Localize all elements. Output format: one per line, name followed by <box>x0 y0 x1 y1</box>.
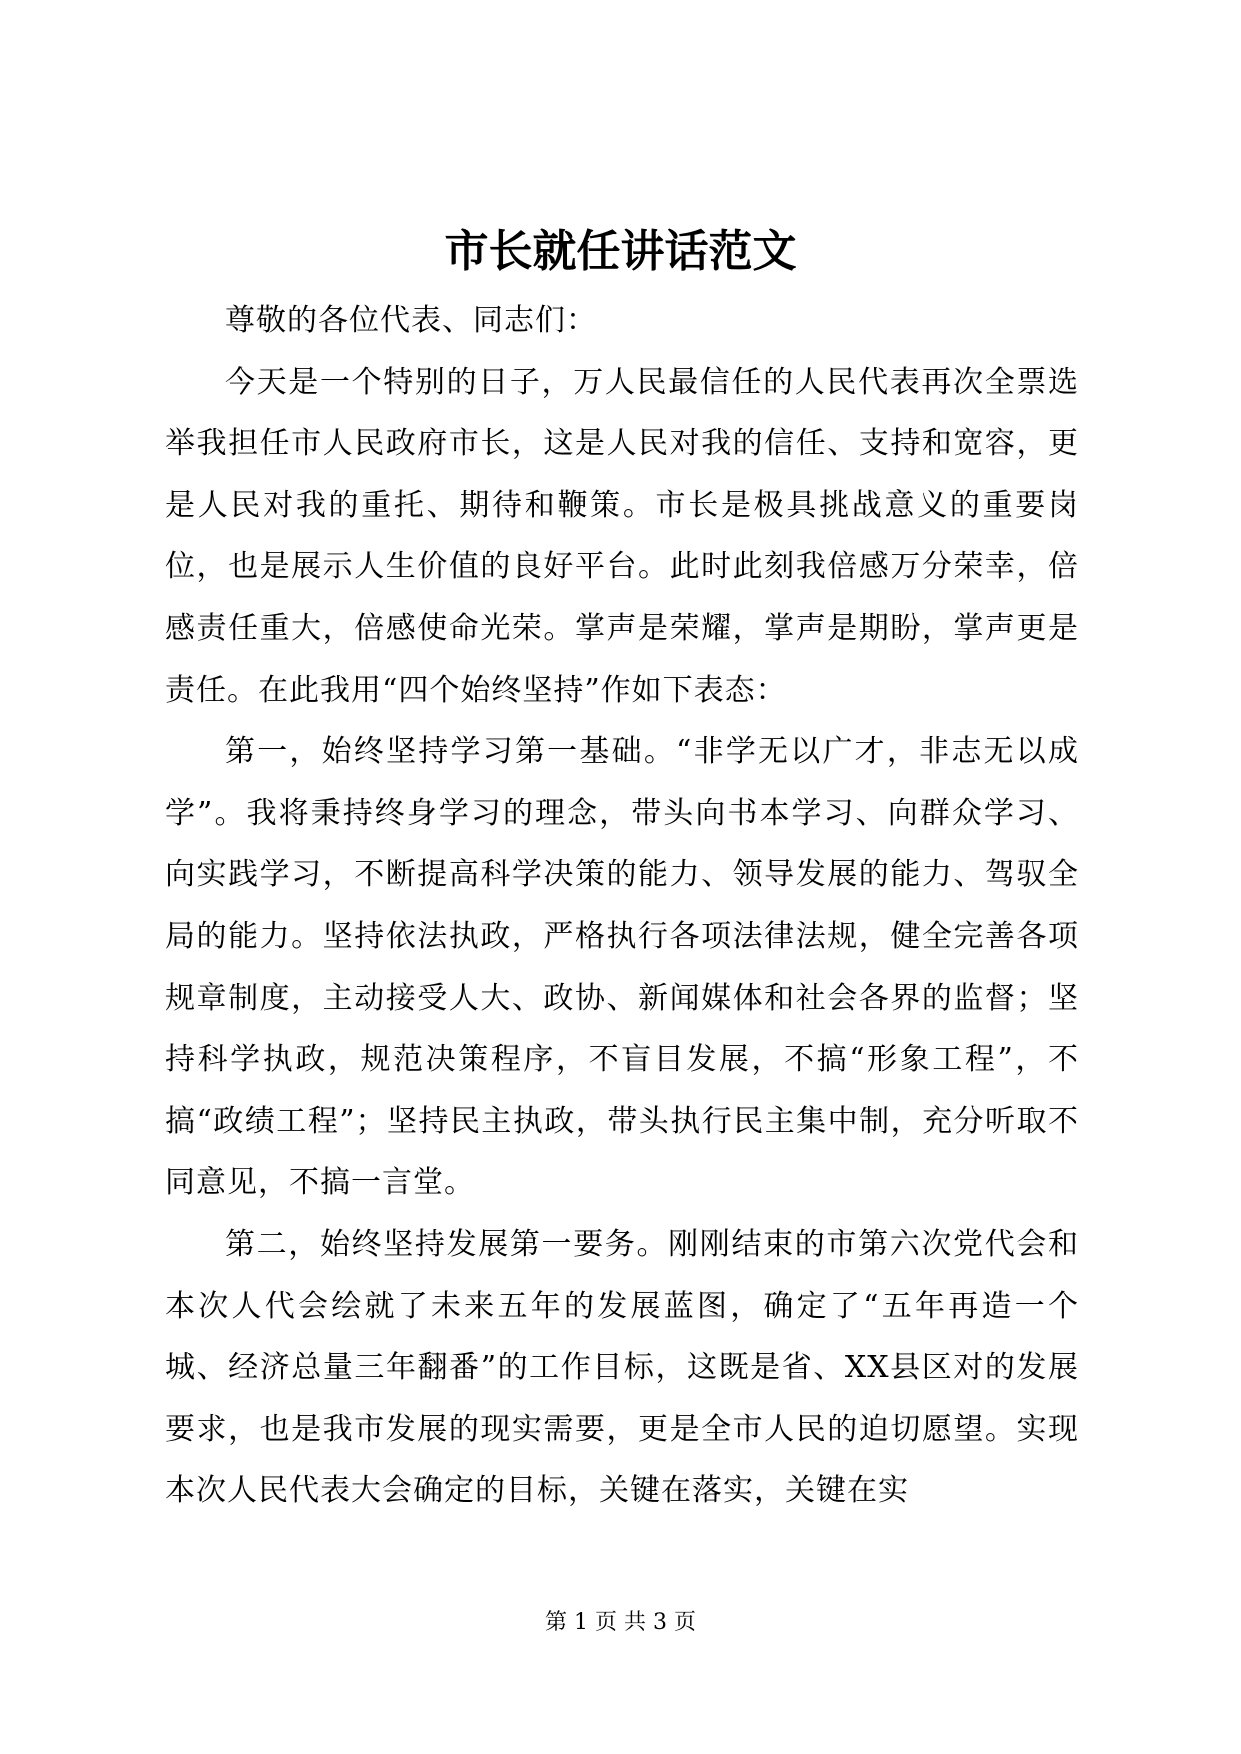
paragraph-first-point: 第一，始终坚持学习第一基础。“非学无以广才，非志无以成学”。我将秉持终身学习的理念，带头向书本学习、向群众学习、向实践学习，不断提高科学决策的能力、领导发展的能力、驾驭全局的能力。坚持依法执政，严格执行各项法律法规，健全完善各项规章制度，主动接受人大、政协、新闻媒体和社会各界的监督；坚持科学执政，规范决策程序，不盲目发展，不搞“形象工程”，不搞“政绩工程”；坚持民主执政，带头执行民主集中制，充分听取不同意见，不搞一言堂。 <box>165 734 1079 1201</box>
document-body <box>165 290 1079 1522</box>
page-number-footer: 第 1 页 共 3 页 <box>545 1610 696 1635</box>
paragraph-salutation: 尊敬的各位代表、同志们： <box>225 303 597 338</box>
document-title: 市长就任讲话范文 <box>444 226 797 277</box>
paragraph-intro: 今天是一个特别的日子，万人民最信任的人民代表再次全票选举我担任市人民政府市长，这是人民对我的信任、支持和宽容，更是人民对我的重托、期待和鞭策。市长是极具挑战意义的重要岗位，也是展示人生价值的良好平台。此时此刻我倍感万分荣幸，倍感责任重大，倍感使命光荣。掌声是荣耀，掌声是期盼，掌声更是责任。在此我用“四个始终坚持”作如下表态： <box>165 364 1079 708</box>
paragraph-second-point: 第二，始终坚持发展第一要务。刚刚结束的市第六次党代会和本次人代会绘就了未来五年的发展蓝图，确定了“五年再造一个城、经济总量三年翻番”的工作目标，这既是省、XX县区对的发展要求，也是我市发展的现实需要，更是全市人民的迫切愿望。实现本次人民代表大会确定的目标，关键在落实，关键在实 <box>165 1226 1079 1509</box>
